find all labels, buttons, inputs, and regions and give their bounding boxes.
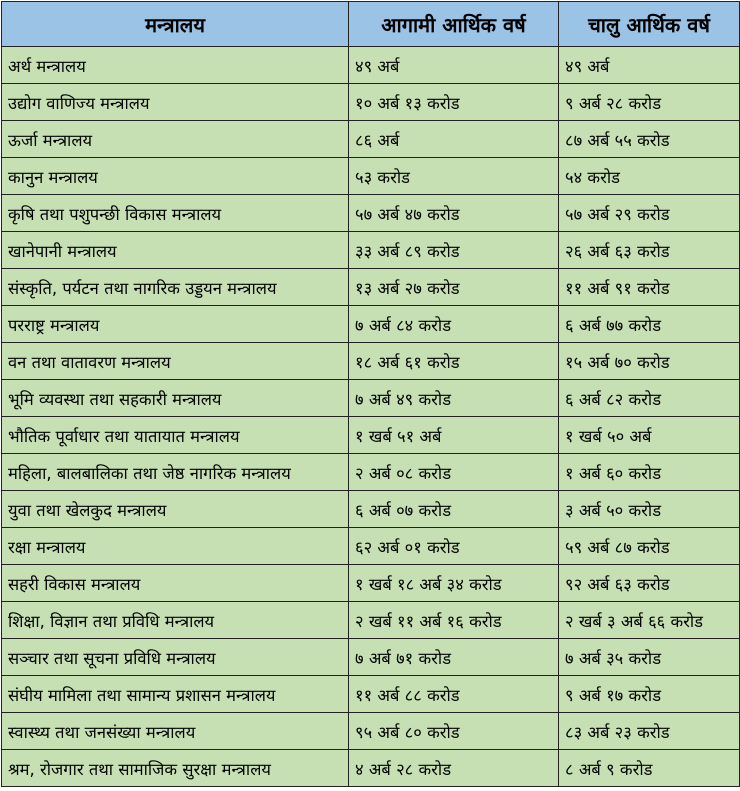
ministry-cell: खानेपानी मन्त्रालय (2, 232, 349, 269)
ministry-cell: भूमि व्यवस्था तथा सहकारी मन्त्रालय (2, 380, 349, 417)
ministry-cell: श्रम, रोजगार तथा सामाजिक सुरक्षा मन्त्रालय (2, 750, 349, 787)
upcoming-budget-cell: ७ अर्ब ७१ करोड (349, 639, 559, 676)
current-budget-cell: ७ अर्ब ३५ करोड (559, 639, 740, 676)
ministry-cell: अर्थ मन्त्रालय (2, 47, 349, 84)
current-budget-cell: २ खर्ब ३ अर्ब ६६ करोड (559, 602, 740, 639)
ministry-cell: संस्कृति, पर्यटन तथा नागरिक उड्डयन मन्त्रालय (2, 269, 349, 306)
table-row (2, 232, 740, 269)
ministry-cell: ऊर्जा मन्त्रालय (2, 121, 349, 158)
current-budget-cell: ५९ अर्ब ८७ करोड (559, 528, 740, 565)
ministry-cell: संघीय मामिला तथा सामान्य प्रशासन मन्त्रालय (2, 676, 349, 713)
upcoming-budget-cell: २ खर्ब ११ अर्ब १६ करोड (349, 602, 559, 639)
upcoming-budget-cell: ९५ अर्ब ८० करोड (349, 713, 559, 750)
upcoming-budget-cell: ४९ अर्ब (349, 47, 559, 84)
upcoming-budget-cell: ६२ अर्ब ०१ करोड (349, 528, 559, 565)
table-row (2, 306, 740, 343)
table-row (2, 158, 740, 195)
upcoming-budget-cell: १८ अर्ब ६१ करोड (349, 343, 559, 380)
ministry-cell: वन तथा वातावरण मन्त्रालय (2, 343, 349, 380)
table-row (2, 491, 740, 528)
current-budget-cell: ११ अर्ब ९१ करोड (559, 269, 740, 306)
upcoming-budget-cell: ८६ अर्ब (349, 121, 559, 158)
ministry-cell: उद्योग वाणिज्य मन्त्रालय (2, 84, 349, 121)
table-row (2, 676, 740, 713)
table-row (2, 47, 740, 84)
header-upcoming-fiscal-year: आगामी आर्थिक वर्ष (349, 2, 559, 47)
current-budget-cell: ९२ अर्ब ६३ करोड (559, 565, 740, 602)
table-row (2, 602, 740, 639)
upcoming-budget-cell: १३ अर्ब २७ करोड (349, 269, 559, 306)
table-row (2, 639, 740, 676)
budget-table (1, 1, 740, 787)
current-budget-cell: ९ अर्ब १७ करोड (559, 676, 740, 713)
upcoming-budget-cell: ३३ अर्ब ८९ करोड (349, 232, 559, 269)
current-budget-cell: ३ अर्ब ५० करोड (559, 491, 740, 528)
current-budget-cell: ८३ अर्ब २३ करोड (559, 713, 740, 750)
table-row (2, 195, 740, 232)
table-row (2, 750, 740, 787)
ministry-cell: कानुन मन्त्रालय (2, 158, 349, 195)
ministry-cell: सहरी विकास मन्त्रालय (2, 565, 349, 602)
ministry-cell: कृषि तथा पशुपन्छी विकास मन्त्रालय (2, 195, 349, 232)
ministry-cell: स्वास्थ्य तथा जनसंख्या मन्त्रालय (2, 713, 349, 750)
current-budget-cell: १ खर्ब ५० अर्ब (559, 417, 740, 454)
upcoming-budget-cell: २ अर्ब ०८ करोड (349, 454, 559, 491)
table-header (2, 2, 740, 47)
header-ministry: मन्त्रालय (2, 2, 349, 47)
current-budget-cell: ५७ अर्ब २९ करोड (559, 195, 740, 232)
upcoming-budget-cell: ११ अर्ब ८८ करोड (349, 676, 559, 713)
table-row (2, 417, 740, 454)
upcoming-budget-cell: १ खर्ब ५१ अर्ब (349, 417, 559, 454)
current-budget-cell: २६ अर्ब ६३ करोड (559, 232, 740, 269)
ministry-cell: सञ्चार तथा सूचना प्रविधि मन्त्रालय (2, 639, 349, 676)
current-budget-cell: १५ अर्ब ७० करोड (559, 343, 740, 380)
upcoming-budget-cell: ७ अर्ब ४९ करोड (349, 380, 559, 417)
upcoming-budget-cell: ७ अर्ब ८४ करोड (349, 306, 559, 343)
ministry-cell: भौतिक पूर्वाधार तथा यातायात मन्त्रालय (2, 417, 349, 454)
upcoming-budget-cell: १ खर्ब १८ अर्ब ३४ करोड (349, 565, 559, 602)
upcoming-budget-cell: १० अर्ब १३ करोड (349, 84, 559, 121)
table-row (2, 713, 740, 750)
current-budget-cell: ४९ अर्ब (559, 47, 740, 84)
upcoming-budget-cell: ५७ अर्ब ४७ करोड (349, 195, 559, 232)
table-row (2, 343, 740, 380)
table-row (2, 454, 740, 491)
table-body (2, 47, 740, 787)
upcoming-budget-cell: ६ अर्ब ०७ करोड (349, 491, 559, 528)
header-current-fiscal-year: चालु आर्थिक वर्ष (559, 2, 740, 47)
current-budget-cell: ८७ अर्ब ५५ करोड (559, 121, 740, 158)
current-budget-cell: ८ अर्ब ९ करोड (559, 750, 740, 787)
table-row (2, 121, 740, 158)
upcoming-budget-cell: ५३ करोड (349, 158, 559, 195)
table-row (2, 528, 740, 565)
current-budget-cell: १ अर्ब ६० करोड (559, 454, 740, 491)
table-row (2, 84, 740, 121)
upcoming-budget-cell: ४ अर्ब २८ करोड (349, 750, 559, 787)
ministry-cell: शिक्षा, विज्ञान तथा प्रविधि मन्त्रालय (2, 602, 349, 639)
current-budget-cell: ६ अर्ब ८२ करोड (559, 380, 740, 417)
header-row (2, 2, 740, 47)
table-row (2, 565, 740, 602)
table-row (2, 380, 740, 417)
ministry-cell: रक्षा मन्त्रालय (2, 528, 349, 565)
current-budget-cell: ६ अर्ब ७७ करोड (559, 306, 740, 343)
current-budget-cell: ९ अर्ब २८ करोड (559, 84, 740, 121)
ministry-cell: महिला, बालबालिका तथा जेष्ठ नागरिक मन्त्रालय (2, 454, 349, 491)
ministry-cell: परराष्ट्र मन्त्रालय (2, 306, 349, 343)
ministry-cell: युवा तथा खेलकुद मन्त्रालय (2, 491, 349, 528)
current-budget-cell: ५४ करोड (559, 158, 740, 195)
table-row (2, 269, 740, 306)
